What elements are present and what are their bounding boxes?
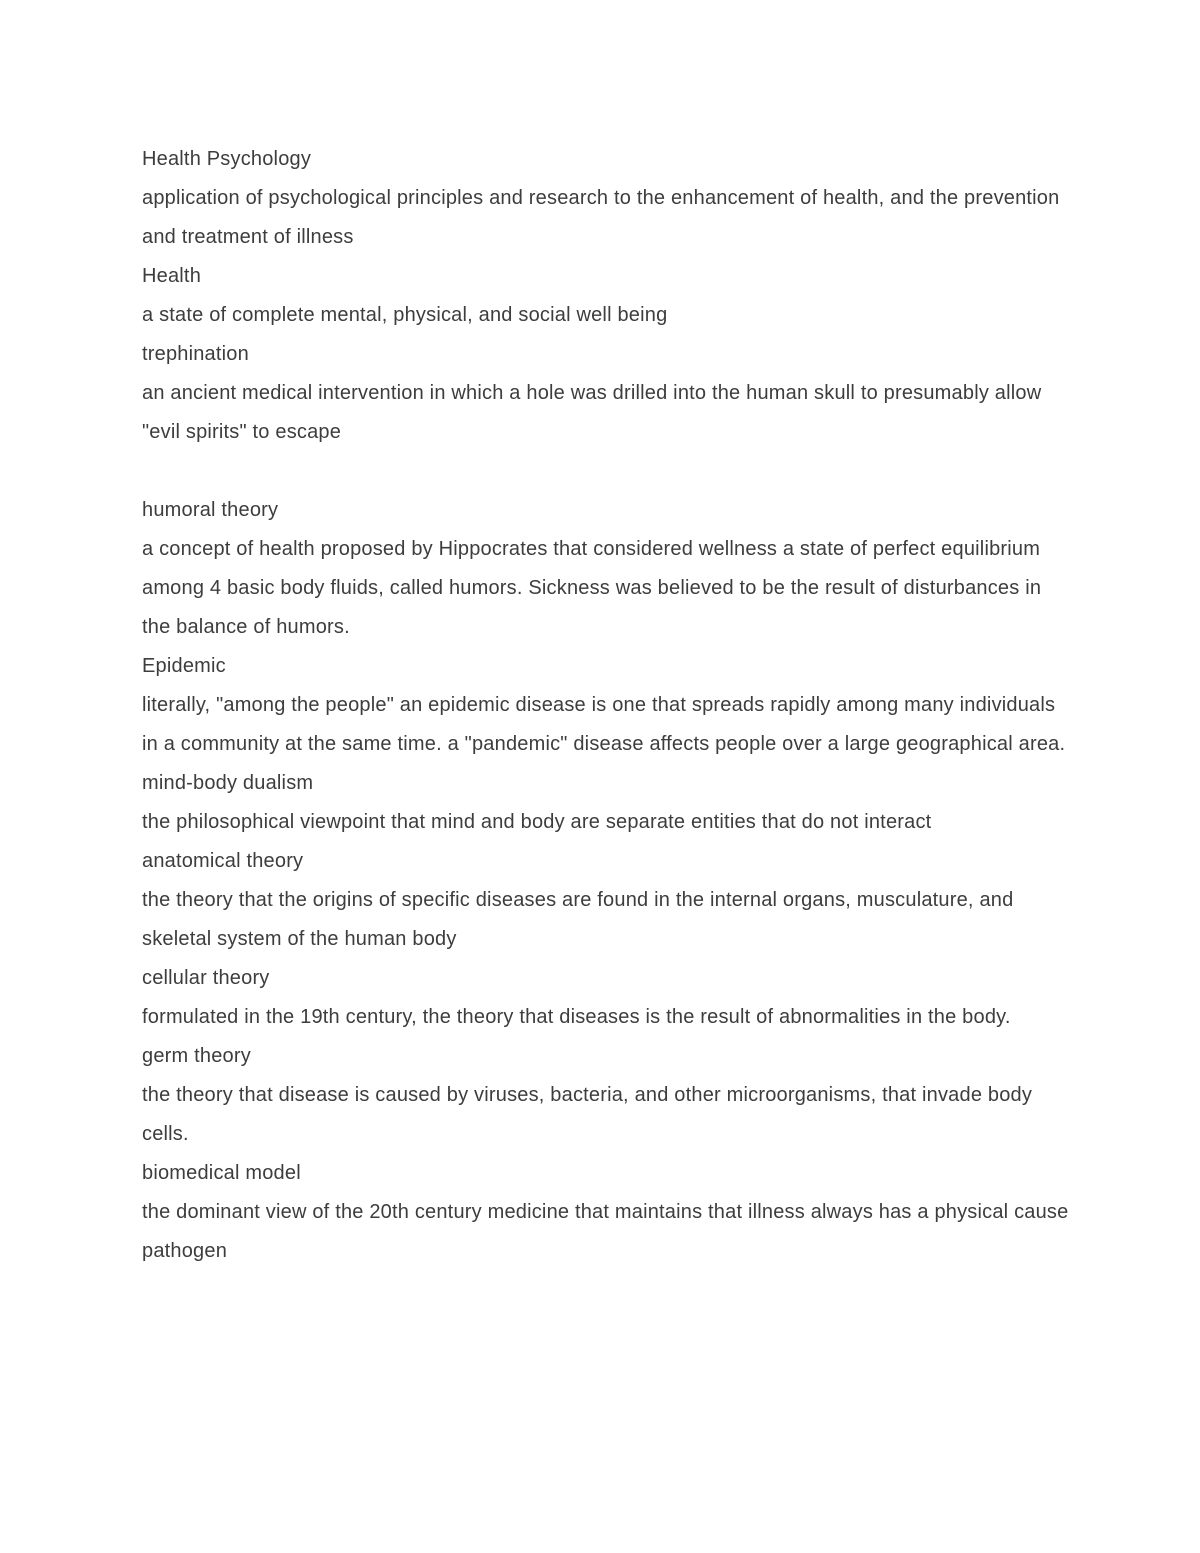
entry bbox=[142, 1154, 1072, 1232]
entry bbox=[142, 140, 1072, 257]
definition: an ancient medical intervention in which a hole was drilled into the human skull to presumably allow "evil spirits" to escape bbox=[142, 382, 1042, 443]
definition: the philosophical viewpoint that mind and body are separate entities that do not interact bbox=[142, 811, 932, 833]
definition: a state of complete mental, physical, and social well being bbox=[142, 304, 668, 326]
entry bbox=[142, 257, 1072, 335]
term: Health Psychology bbox=[142, 148, 312, 170]
notes-content bbox=[142, 140, 1072, 1271]
entry bbox=[142, 1232, 1072, 1271]
entry bbox=[142, 842, 1072, 959]
term: germ theory bbox=[142, 1045, 251, 1067]
definition: the dominant view of the 20th century medicine that maintains that illness always has a physical cause bbox=[142, 1201, 1069, 1223]
term: Health bbox=[142, 265, 202, 287]
term: biomedical model bbox=[142, 1162, 301, 1184]
term: cellular theory bbox=[142, 967, 270, 989]
term: mind-body dualism bbox=[142, 772, 314, 794]
definition: a concept of health proposed by Hippocrates that considered wellness a state of perfect equilibrium among 4 basic body fluids, called humors. Sickness was believed to be the result of disturbances in the balance of humors. bbox=[142, 538, 1042, 638]
entry bbox=[142, 1037, 1072, 1154]
definition: literally, "among the people" an epidemic disease is one that spreads rapidly among many individuals in a community at the same time. a "pandemic" disease affects people over a large geographical area. bbox=[142, 694, 1066, 755]
definition: the theory that the origins of specific diseases are found in the internal organs, musculature, and skeletal system of the human body bbox=[142, 889, 1014, 950]
definition: the theory that disease is caused by viruses, bacteria, and other microorganisms, that invade body cells. bbox=[142, 1084, 1033, 1145]
entry bbox=[142, 764, 1072, 842]
term: anatomical theory bbox=[142, 850, 304, 872]
definition: formulated in the 19th century, the theory that diseases is the result of abnormalities in the body. bbox=[142, 1006, 1011, 1028]
term: Epidemic bbox=[142, 655, 226, 677]
term: humoral theory bbox=[142, 499, 279, 521]
term: pathogen bbox=[142, 1240, 228, 1262]
entry bbox=[142, 491, 1072, 647]
term: trephination bbox=[142, 343, 249, 365]
entry bbox=[142, 647, 1072, 764]
entry bbox=[142, 335, 1072, 452]
definition: application of psychological principles and research to the enhancement of health, and the prevention and treatment of illness bbox=[142, 187, 1060, 248]
entry bbox=[142, 959, 1072, 1037]
